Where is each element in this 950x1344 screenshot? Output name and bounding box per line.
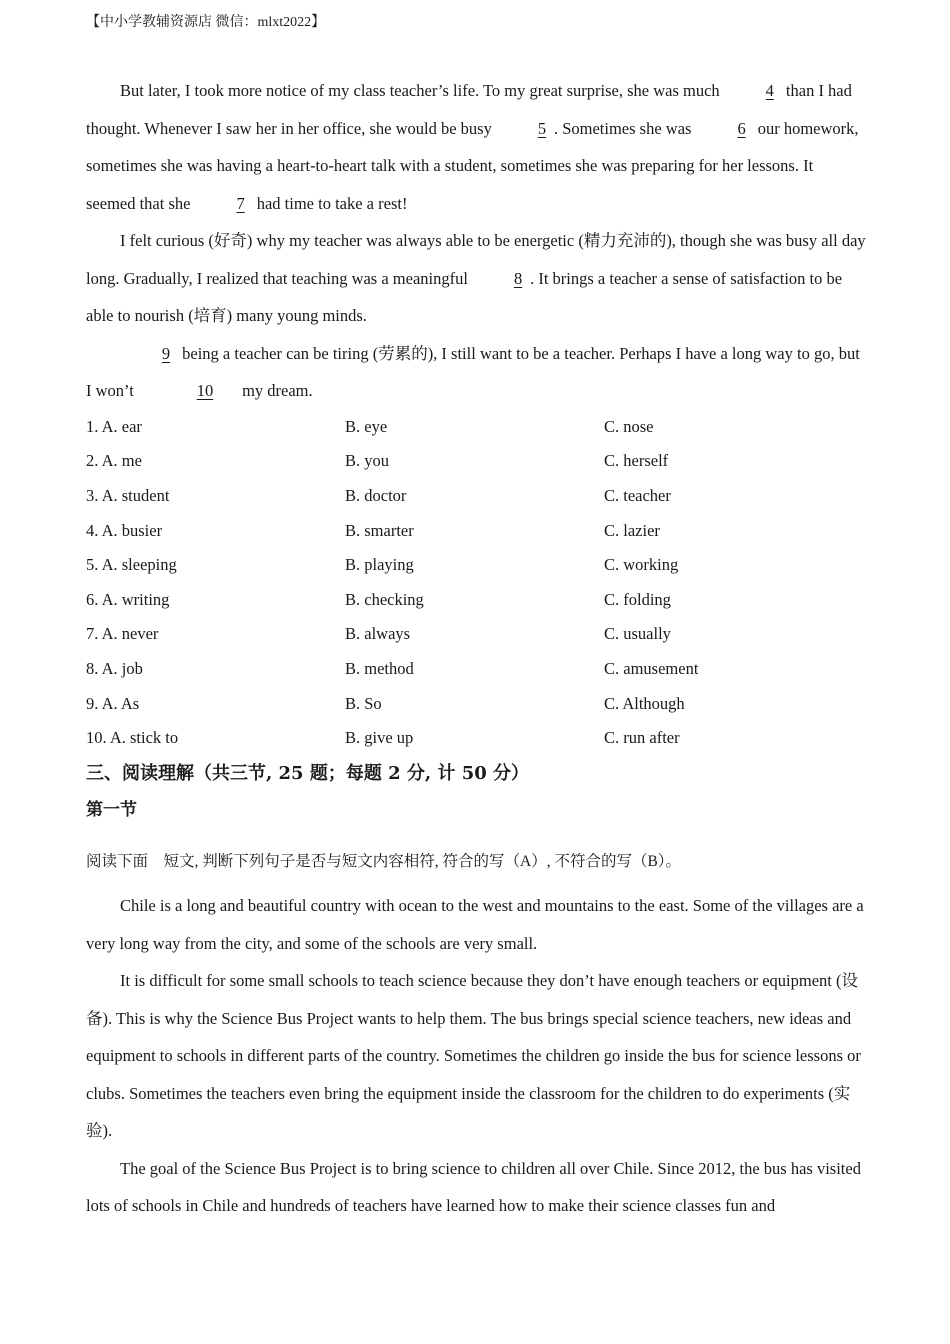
option-b: B. So xyxy=(345,693,382,713)
option-a: 2. A. me xyxy=(86,451,142,471)
option-a: 9. A. As xyxy=(86,693,140,713)
answer-options xyxy=(86,410,866,756)
instruction-text: 阅读下面 短文, 判断下列句子是否与短文内容相符, 符合的写（A）, 不符合的写（B）。 xyxy=(86,853,682,871)
blank-7: 7 xyxy=(236,193,245,213)
option-row xyxy=(86,652,866,687)
option-row xyxy=(86,548,866,583)
option-row xyxy=(86,479,866,514)
reading-paragraph-2: It is difficult for some small schools to teach science because they don’t have enough teachers or equipment (设备). This is why the Science Bus Project wants to help them. The bus brings special science teachers, new ideas and equipment to schools in different parts of the country. Sometimes the children go inside the bus for science lessons or clubs. Sometimes the teachers even bring the equipment inside the classroom for the children to do experiments (实验). xyxy=(86,971,861,1141)
reading-paragraph-3: The goal of the Science Bus Project is to bring science to children all over Chile. Since 2012, the bus has visited lots of schools in Chile and hundreds of teachers have learned how to make their science classes fun and xyxy=(86,1158,861,1216)
option-a: 3. A. student xyxy=(86,485,170,505)
text: . It brings a teacher a sense of satisfaction to be able to nourish (培育) many young minds. xyxy=(86,268,843,325)
option-row xyxy=(86,582,866,617)
cloze-paragraph-1 xyxy=(86,72,866,222)
option-b: B. doctor xyxy=(345,485,407,505)
text: But later, I took more notice of my class teacher’s life. To my great surprise, she was much xyxy=(120,81,724,100)
option-b: B. method xyxy=(345,658,414,678)
text: our homework, sometimes she was having a heart-to-heart talk with a student, sometimes she was preparing for her lessons. It seemed that she xyxy=(86,118,859,213)
blank-10: 10 xyxy=(196,381,214,400)
blank-9: 9 xyxy=(161,343,171,363)
option-a: 1. A. ear xyxy=(86,416,142,436)
watermark-header: 【中小学教辅资源店 微信：mlxt2022】 xyxy=(86,15,326,30)
blank-8: 8 xyxy=(513,268,523,288)
option-a: 10. A. stick to xyxy=(86,728,179,748)
option-a: 8. A. job xyxy=(86,658,143,678)
option-a: 6. A. writing xyxy=(86,589,170,609)
subsection-title: 第一节 xyxy=(86,800,137,821)
cloze-paragraph-3 xyxy=(86,335,866,410)
text: . Sometimes she was xyxy=(553,118,696,138)
option-c: C. nose xyxy=(604,416,654,436)
option-b: B. checking xyxy=(345,589,424,609)
option-c: C. teacher xyxy=(604,485,671,505)
option-b: B. you xyxy=(345,451,390,471)
option-row xyxy=(86,444,866,479)
text: my dream. xyxy=(237,381,313,400)
document-body xyxy=(86,72,866,1225)
option-c: C. run after xyxy=(604,728,680,748)
option-c: C. Although xyxy=(604,693,685,713)
blank-4: 4 xyxy=(765,81,774,100)
option-a: 7. A. never xyxy=(86,624,159,644)
text: I felt curious (好奇) why my teacher was always able to be energetic (精力充沛的), though she was busy all day long. Gradually, I realized that teaching was a meaningful xyxy=(86,231,866,288)
option-row xyxy=(86,721,866,756)
option-c: C. working xyxy=(604,555,679,575)
option-c: C. amusement xyxy=(604,658,699,678)
text: being a teacher can be tiring (劳累的), I still want to be a teacher. Perhaps I have a long way to go, but I won’t xyxy=(86,343,860,400)
option-row xyxy=(86,617,866,652)
option-b: B. playing xyxy=(345,555,414,575)
option-b: B. eye xyxy=(345,416,388,436)
section-title: 三、阅读理解（共三节, 25 题；每题 2 分, 计 50 分） xyxy=(86,763,530,785)
blank-6: 6 xyxy=(737,118,746,138)
text: had time to take a rest! xyxy=(252,193,408,213)
option-b: B. smarter xyxy=(345,520,414,540)
option-a: 5. A. sleeping xyxy=(86,555,177,575)
blank-5: 5 xyxy=(537,118,547,138)
option-b: B. give up xyxy=(345,728,414,748)
option-b: B. always xyxy=(345,624,411,644)
option-row xyxy=(86,410,866,445)
option-c: C. herself xyxy=(604,451,669,471)
text: than I had thought. Whenever I saw her in her office, she would be busy xyxy=(86,81,852,138)
option-c: C. lazier xyxy=(604,520,660,540)
cloze-paragraph-2 xyxy=(86,222,866,335)
option-c: C. folding xyxy=(604,589,671,609)
option-row xyxy=(86,686,866,721)
option-a: 4. A. busier xyxy=(86,520,163,540)
option-row xyxy=(86,513,866,548)
reading-paragraph-1: Chile is a long and beautiful country with ocean to the west and mountains to the east. Some of the villages are a very long way from the city, and some of the schools are very small. xyxy=(86,896,864,953)
option-c: C. usually xyxy=(604,624,671,644)
